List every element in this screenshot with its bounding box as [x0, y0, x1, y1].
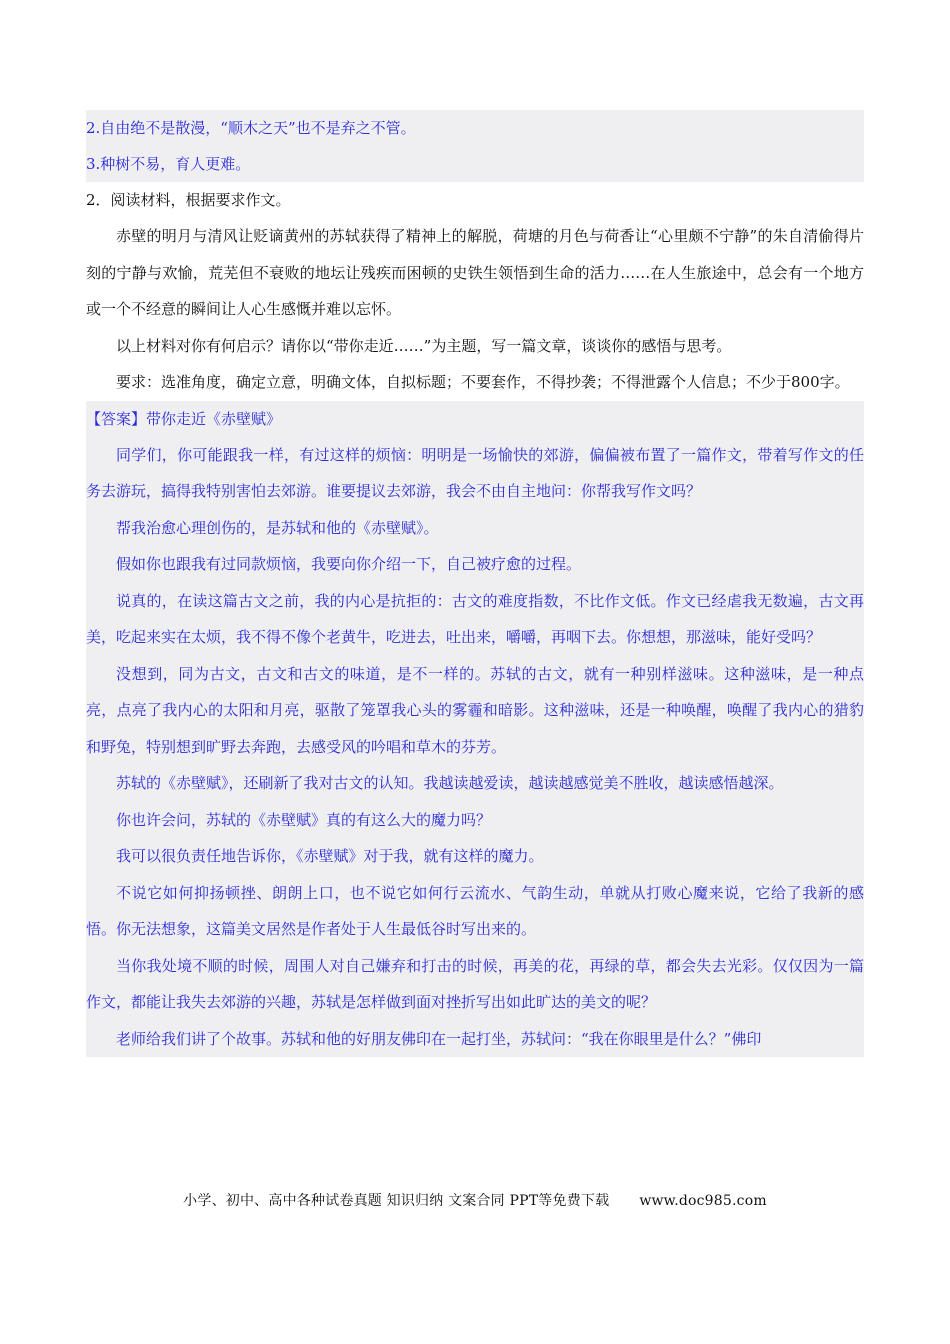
- answer-paragraph: 不说它如何抑扬顿挫、朗朗上口，也不说它如何行云流水、气韵生动，单就从打败心魔来说，它给了我新的感悟。你无法想象，这篇美文居然是作者处于人生最低谷时写出来的。: [86, 883, 864, 938]
- question-requirements: 要求：选准角度，确定立意，明确文体，自拟标题；不要套作，不得抄袭；不得泄露个人信息；不少于800字。: [116, 373, 850, 391]
- question-heading: 2．阅读材料，根据要求作文。: [86, 191, 291, 209]
- page-footer: [0, 1190, 950, 1210]
- answer-paragraph: 你也许会问，苏轼的《赤壁赋》真的有这么大的魔力吗？: [116, 810, 492, 829]
- answer-paragraph: 苏轼的《赤壁赋》，还刷新了我对古文的认知。我越读越爱读，越读越感觉美不胜收，越读感悟越深。: [116, 774, 784, 792]
- answer-block: [86, 401, 864, 1058]
- answer-paragraph: 帮我治愈心理创伤的，是苏轼和他的《赤壁赋》。: [116, 518, 439, 537]
- answer-paragraph: 同学们，你可能跟我一样，有过这样的烦恼：明明是一场愉快的郊游，偏偏被布置了一篇作文，带着写作文的任务去游玩，搞得我特别害怕去郊游。谁要提议去郊游，我会不由自主地问：你帮我写作文吗？: [86, 445, 864, 500]
- intro-point: 3.种树不易，育人更难。: [86, 155, 251, 173]
- answer-paragraph: 说真的，在读这篇古文之前，我的内心是抗拒的：古文的难度指数，不比作文低。作文已经虐我无数遍，古文再美，吃起来实在太烦，我不得不像个老黄牛，吃进去，吐出来，嚼嚼，再咽下去。你想想，那滋味，能好受吗？: [86, 591, 864, 646]
- answer-paragraph: 老师给我们讲了个故事。苏轼和他的好朋友佛印在一起打坐，苏轼问：“我在你眼里是什么？”佛印: [116, 1029, 762, 1048]
- intro-point: 2.自由绝不是散漫，“顺木之天”也不是弃之不管。: [86, 119, 416, 137]
- question-block: [86, 182, 864, 401]
- answer-paragraph: 我可以很负责任地告诉你，《赤壁赋》对于我，就有这样的魔力。: [116, 847, 544, 865]
- footer-site[interactable]: www.doc985.com: [639, 1193, 767, 1209]
- answer-title-line: [86, 401, 864, 437]
- footer-text: 小学、初中、高中各种试卷真题 知识归纳 文案合同 PPT等免费下载: [183, 1193, 610, 1209]
- answer-paragraph: 当你我处境不顺的时候，周围人对自己嫌弃和打击的时候，再美的花，再绿的草，都会失去光彩。仅仅因为一篇作文，都能让我失去郊游的兴趣，苏轼是怎样做到面对挫折写出如此旷达的美文的呢？: [86, 956, 864, 1011]
- question-material: 赤壁的明月与清风让贬谪黄州的苏轼获得了精神上的解脱，荷塘的月色与荷香让“心里颇不宁静”的朱自清偷得片刻的宁静与欢愉，荒芜但不衰败的地坛让残疾而困顿的史铁生领悟到生命的活力……在人生旅途中，总会有一个地方或一个不经意的瞬间让人心生感慨并难以忘怀。: [86, 227, 864, 318]
- answer-paragraph: 假如你也跟我有过同款烦恼，我要向你介绍一下，自己被疗愈的过程。: [116, 555, 582, 573]
- document-page: [86, 110, 864, 1057]
- answer-paragraph: 没想到，同为古文，古文和古文的味道，是不一样的。苏轼的古文，就有一种别样滋味。这种滋味，是一种点亮，点亮了我内心的太阳和月亮，驱散了笼罩我心头的雾霾和暗影。这种滋味，还是一种唤醒，唤醒了我内心的猎豹和野兔，特别想到旷野去奔跑，去感受风的吟唱和草木的芬芳。: [86, 664, 864, 756]
- answer-title: 带你走近《赤壁赋》: [146, 409, 282, 428]
- answer-tag: 【答案】: [86, 409, 147, 428]
- intro-points-block: [86, 110, 864, 182]
- question-prompt: 以上材料对你有何启示？请你以“带你走近……”为主题，写一篇文章，谈谈你的感悟与思考。: [116, 336, 732, 355]
